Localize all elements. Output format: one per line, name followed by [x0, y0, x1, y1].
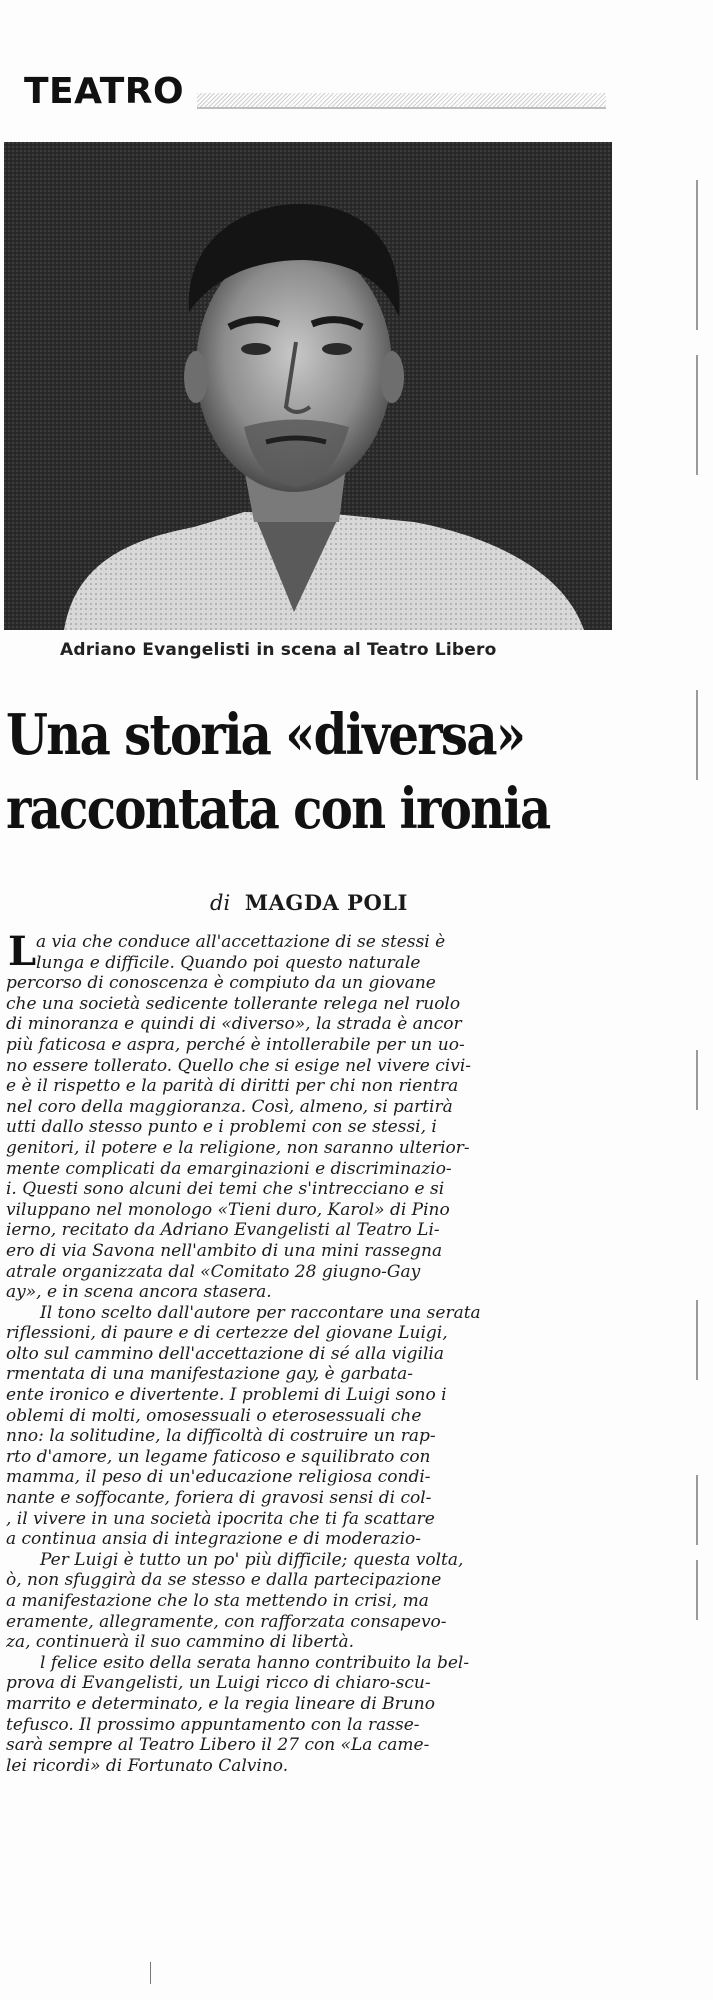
article-body — [6, 928, 618, 1776]
scan-edge-mark — [696, 1475, 698, 1545]
article-line: ero di via Savona nell'ambito di una mini rassegna — [6, 1240, 443, 1261]
article-line: , il vivere in una società ipocrita che ti fa scattare — [6, 1508, 435, 1529]
article-line: tefusco. Il prossimo appuntamento con la rasse- — [6, 1714, 420, 1735]
article-line: viluppano nel monologo «Tieni duro, Karol» di Pino — [6, 1199, 450, 1220]
article-line: marrito e determinato, e la regia lineare di Bruno — [6, 1693, 435, 1714]
article-line: più faticosa e aspra, perché è intollerabile per un uo- — [6, 1034, 465, 1055]
headline-line-1: Una storia «diversa» — [6, 702, 525, 768]
article-line: Il tono scelto dall'autore per raccontare una serata — [40, 1302, 481, 1323]
scan-mark — [150, 1962, 151, 1984]
article-line: lei ricordi» di Fortunato Calvino. — [6, 1755, 289, 1776]
article-line: a continua ansia di integrazione e di moderazio- — [6, 1529, 422, 1550]
article-line: lunga e difficile. Quando poi questo naturale — [36, 952, 421, 973]
portrait-photo — [4, 142, 612, 630]
article-line: rmentata di una manifestazione gay, è garbata- — [6, 1364, 413, 1385]
article-line: mamma, il peso di un'educazione religiosa condi- — [6, 1467, 431, 1488]
article-line: i. Questi sono alcuni dei temi che s'intrecciano e si — [6, 1179, 445, 1200]
scan-edge-mark — [696, 1050, 698, 1110]
article-line: oblemi di molti, omosessuali o eterosessuali che — [6, 1405, 422, 1426]
byline — [210, 890, 408, 915]
article-line: Per Luigi è tutto un po' più difficile; questa volta, — [40, 1549, 464, 1570]
scan-edge-mark — [696, 690, 698, 780]
article-line: percorso di conoscenza è compiuto da un giovane — [6, 973, 436, 994]
article-line: utti dallo stesso punto e i problemi con se stessi, i — [6, 1117, 437, 1138]
section-header — [22, 70, 606, 116]
scan-edge-mark — [696, 1560, 698, 1620]
scan-edge-mark — [696, 180, 698, 330]
article-headline — [6, 698, 550, 846]
article-line: atrale organizzata dal «Comitato 28 giugno-Gay — [6, 1261, 421, 1282]
article-line: ò, non sfuggirà da se stesso e dalla partecipazione — [6, 1570, 442, 1591]
article-line: a via che conduce all'accettazione di se stessi è — [36, 932, 446, 952]
article-line: rto d'amore, un legame faticoso e squilibrato con — [6, 1446, 431, 1467]
article-line: eramente, allegramente, con rafforzata consapevo- — [6, 1611, 447, 1632]
article-line: nno: la solitudine, la difficoltà di costruire un rap- — [6, 1426, 436, 1447]
article-line: e è il rispetto e la parità di diritti per chi non rientra — [6, 1076, 459, 1097]
article-line: nel coro della maggioranza. Così, almeno, si partirà — [6, 1096, 453, 1117]
article-line: nante e soffocante, foriera di gravosi sensi di col- — [6, 1488, 432, 1509]
article-line: di minoranza e quindi di «diverso», la strada è ancor — [6, 1014, 462, 1035]
section-label: TEATRO — [24, 71, 185, 112]
article-line: za, continuerà il suo cammino di libertà. — [6, 1632, 355, 1653]
article-line: olto sul cammino dell'accettazione di sé alla vigilia — [6, 1343, 444, 1364]
headline-line-2: raccontata con ironia — [6, 776, 550, 842]
byline-prefix: di — [210, 891, 231, 915]
article-line: mente complicati da emarginazioni e discriminazio- — [6, 1158, 452, 1179]
scan-edge-mark — [696, 1300, 698, 1380]
article-line: ierno, recitato da Adriano Evangelisti al Teatro Li- — [6, 1220, 440, 1241]
article-line: genitori, il potere e la religione, non saranno ulterior- — [6, 1137, 470, 1158]
article-line: l felice esito della serata hanno contribuito la bel- — [40, 1652, 470, 1673]
article-line: no essere tollerato. Quello che si esige nel vivere civi- — [6, 1055, 472, 1076]
photo-caption: Adriano Evangelisti in scena al Teatro Libero — [60, 640, 497, 660]
scan-edge-mark — [696, 355, 698, 475]
drop-cap: L — [8, 928, 37, 975]
article-line: riflessioni, di paure e di certezze del giovane Luigi, — [6, 1323, 448, 1344]
article-line: che una società sedicente tollerante relega nel ruolo — [6, 993, 461, 1014]
article-line: sarà sempre al Teatro Libero il 27 con «La came- — [6, 1735, 430, 1756]
portrait-illustration — [4, 142, 612, 630]
article-line: prova di Evangelisti, un Luigi ricco di chiaro-scu- — [6, 1673, 431, 1694]
article-line: a manifestazione che lo sta mettendo in crisi, ma — [6, 1591, 429, 1611]
article-line: ente ironico e divertente. I problemi di Luigi sono i — [6, 1385, 447, 1406]
byline-author: MAGDA POLI — [244, 890, 408, 915]
article-line: ay», e in scena ancora stasera. — [6, 1282, 272, 1303]
section-rule — [197, 93, 606, 109]
